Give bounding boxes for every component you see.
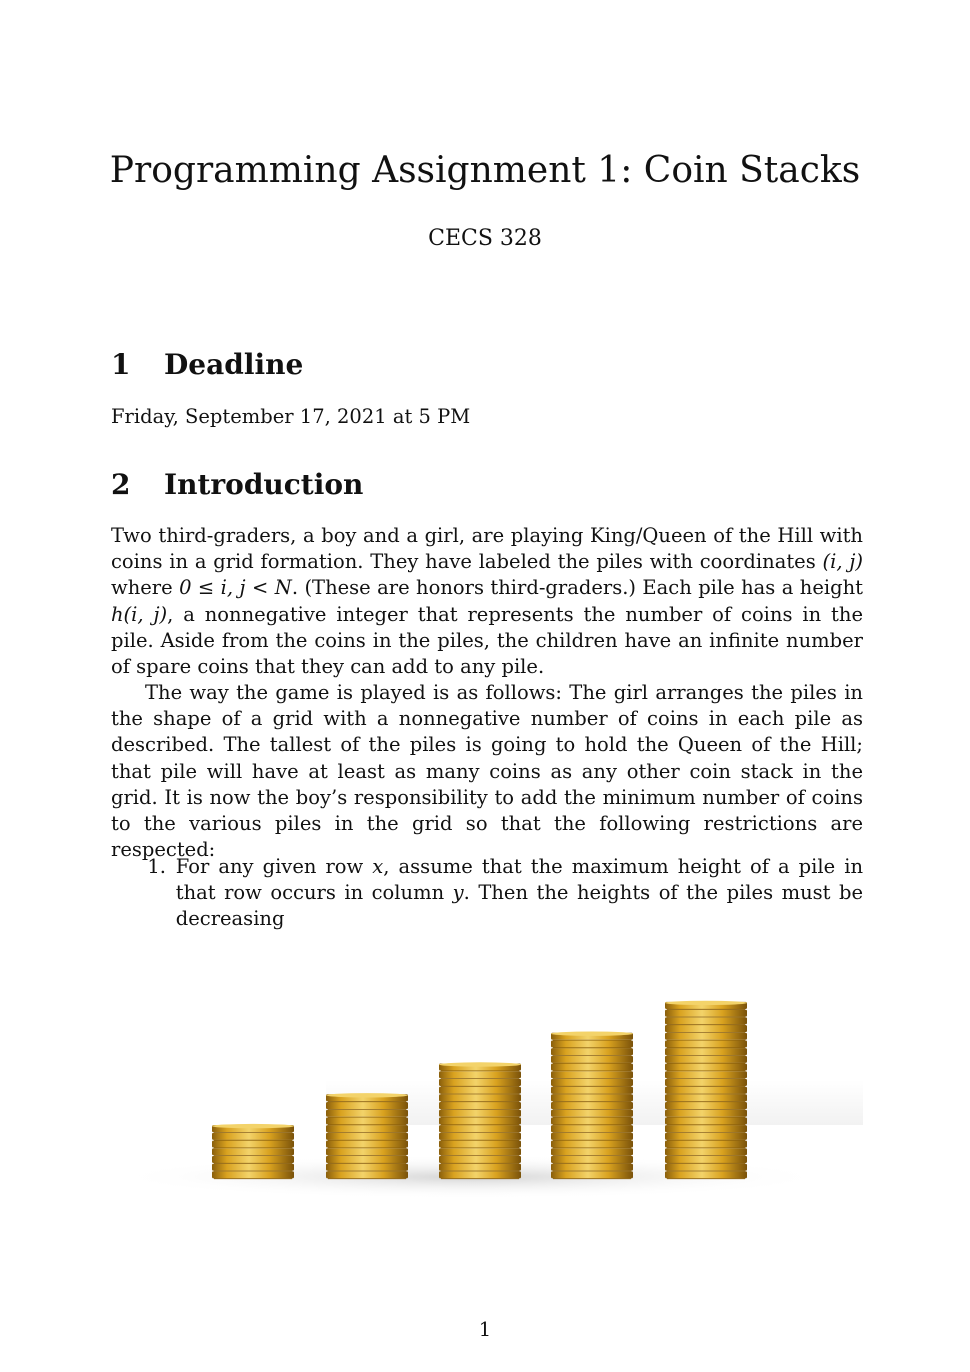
page-number: 1 <box>478 1318 492 1341</box>
coin <box>326 1102 408 1109</box>
coin <box>439 1071 521 1078</box>
coin <box>665 1110 747 1117</box>
coin <box>551 1141 633 1148</box>
coin <box>665 1010 747 1017</box>
coin <box>665 1033 747 1040</box>
list-text: For any given row x, assume that the maximum height of a pile in that row occurs in column y. Then the heights of the piles must be decreasing <box>175 855 864 931</box>
coin <box>665 1141 747 1148</box>
coin <box>326 1125 408 1132</box>
coin-top <box>326 1093 408 1097</box>
coin <box>212 1141 294 1148</box>
coin <box>551 1087 633 1094</box>
intro-paragraph-2: The way the game is played is as follows: The girl arranges the piles in the shape of a grid with a nonnegative number of coins in each pile as described. The tallest of the piles is going to hold the Queen of the Hill; that pile will have at least as many coins as any other coin stack in the grid. It is now the boy’s responsibility to add the minimum number of coins to the various piles in the grid so that the following restrictions are respected: <box>111 681 863 862</box>
coin <box>439 1110 521 1117</box>
course-code: CECS 328 <box>428 226 542 251</box>
coin-stack <box>551 1032 633 1179</box>
coin <box>551 1125 633 1132</box>
coin <box>326 1141 408 1148</box>
coin <box>551 1040 633 1047</box>
coin <box>665 1056 747 1063</box>
coin <box>439 1079 521 1086</box>
section-title: Introduction <box>164 468 364 501</box>
coin <box>212 1171 294 1178</box>
coin <box>326 1110 408 1117</box>
intro-paragraph-1: Two third-graders, a boy and a girl, are playing King/Queen of the Hill with coins in a grid formation. They have labeled the piles with coordinates (i, j) where 0 ≤ i, j < N. (These are honors third-graders.) Each pile has a height h(i, j), a nonnegative integer that represents the number of coins in the pile. Aside from the coins in the piles, the children have an infinite number of spare coins that they can add to any pile. <box>111 524 863 679</box>
coin <box>212 1148 294 1155</box>
coin-top <box>665 1001 747 1005</box>
coin <box>551 1133 633 1140</box>
section-title: Deadline <box>164 348 304 381</box>
coin <box>665 1133 747 1140</box>
coin <box>439 1117 521 1124</box>
coin <box>665 1017 747 1024</box>
coin <box>665 1064 747 1071</box>
coin <box>665 1040 747 1047</box>
coin <box>665 1156 747 1163</box>
coin-stack <box>439 1062 521 1178</box>
coin <box>551 1079 633 1086</box>
coin <box>326 1171 408 1178</box>
coin <box>551 1156 633 1163</box>
section-heading-introduction <box>111 468 363 501</box>
coin-top <box>212 1124 294 1128</box>
section-number: 1 <box>111 348 131 381</box>
coin <box>551 1102 633 1109</box>
coin <box>439 1164 521 1171</box>
list-item <box>111 854 863 933</box>
coin-top <box>439 1062 521 1066</box>
coin <box>665 1079 747 1086</box>
section-heading-deadline <box>111 348 303 381</box>
coin <box>665 1117 747 1124</box>
coin <box>212 1133 294 1140</box>
coin <box>326 1117 408 1124</box>
coin <box>551 1164 633 1171</box>
coin <box>326 1133 408 1140</box>
coin-stacks-figure <box>111 955 863 1215</box>
coin <box>439 1171 521 1178</box>
coin <box>665 1148 747 1155</box>
coin <box>439 1133 521 1140</box>
coin <box>551 1071 633 1078</box>
math-coordinates: (i, j) <box>822 550 863 574</box>
coin <box>665 1102 747 1109</box>
coin <box>439 1156 521 1163</box>
coin <box>326 1148 408 1155</box>
coin <box>212 1156 294 1163</box>
coin <box>212 1164 294 1171</box>
restrictions-list <box>111 854 863 933</box>
coin <box>551 1064 633 1071</box>
coin-stack <box>665 1001 747 1179</box>
coin <box>665 1087 747 1094</box>
coin <box>551 1117 633 1124</box>
coin <box>439 1141 521 1148</box>
coin <box>326 1156 408 1163</box>
coin <box>665 1094 747 1101</box>
coin <box>439 1087 521 1094</box>
coin <box>439 1094 521 1101</box>
coin <box>551 1056 633 1063</box>
coin-stack <box>326 1093 408 1179</box>
coin <box>551 1110 633 1117</box>
deadline-text: Friday, September 17, 2021 at 5 PM <box>111 405 471 428</box>
paper-title: Programming Assignment 1: Coin Stacks <box>109 150 861 191</box>
coin <box>551 1048 633 1055</box>
coin <box>665 1164 747 1171</box>
coin <box>665 1025 747 1032</box>
coin <box>665 1048 747 1055</box>
list-number: 1. <box>147 855 166 878</box>
coin <box>439 1125 521 1132</box>
coin <box>326 1164 408 1171</box>
coin <box>665 1071 747 1078</box>
math-range: 0 ≤ i, j < N <box>179 576 292 600</box>
coin <box>551 1148 633 1155</box>
coin <box>439 1102 521 1109</box>
math-height: h(i, j) <box>111 602 168 626</box>
coin <box>551 1171 633 1178</box>
coin <box>551 1094 633 1101</box>
coin-top <box>551 1032 633 1036</box>
coin <box>665 1171 747 1178</box>
coin <box>439 1148 521 1155</box>
section-number: 2 <box>111 468 131 501</box>
coin <box>665 1125 747 1132</box>
coin-stack <box>212 1124 294 1179</box>
